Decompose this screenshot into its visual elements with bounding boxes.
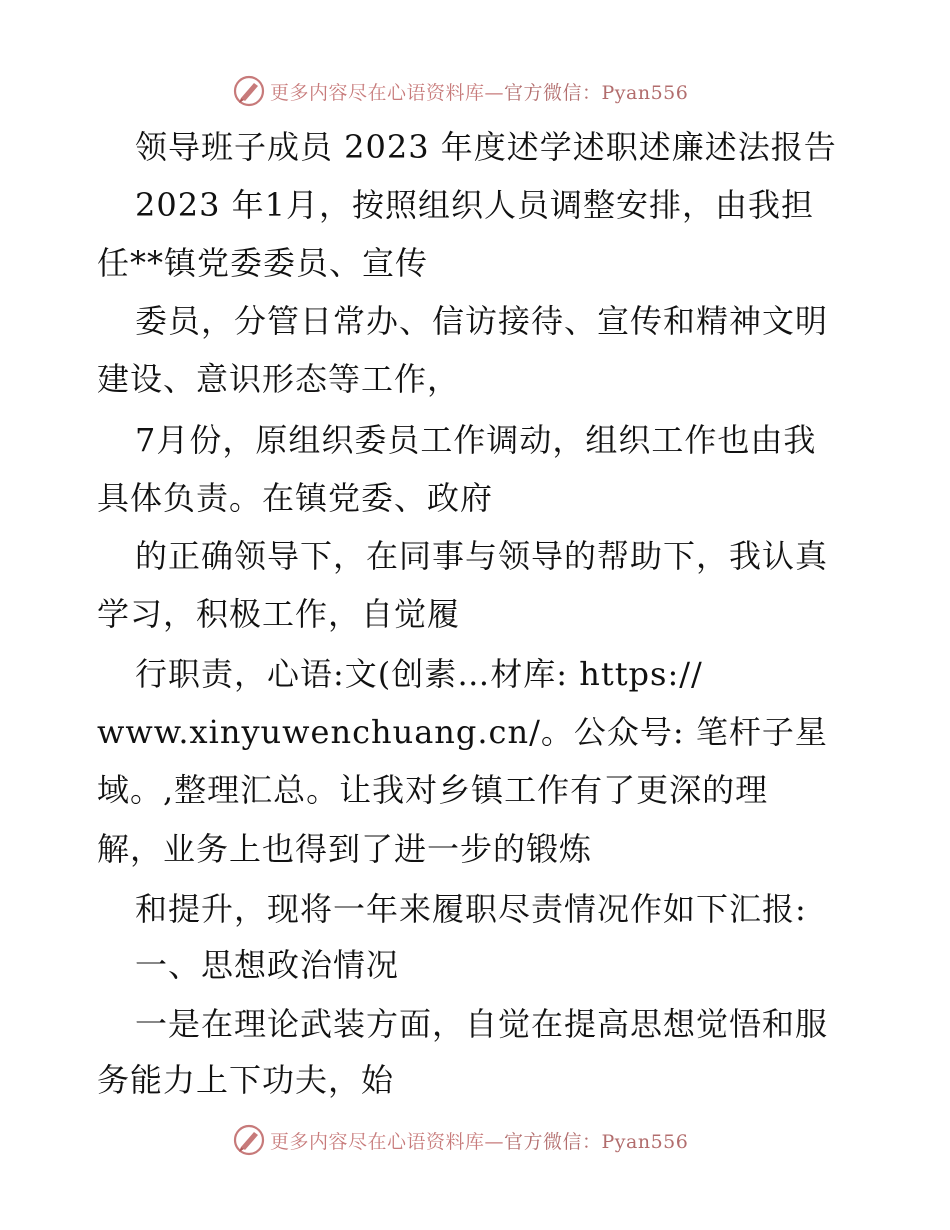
paragraph-line: 任**镇党委委员、宣传 — [97, 244, 429, 282]
paragraph-line: 域。,整理汇总。让我对乡镇工作有了更深的理 — [97, 771, 769, 809]
section-heading: 一、思想政治情况 — [135, 946, 400, 984]
paragraph-line: 解，业务上也得到了进一步的锻炼 — [97, 830, 593, 868]
paragraph-line: 的正确领导下，在同事与领导的帮助下，我认真 — [135, 537, 829, 575]
paragraph-line: 学习，积极工作，自觉履 — [97, 595, 461, 633]
paragraph-line: 行职责，心语:文(创素…材库: https:// — [135, 655, 703, 693]
watermark-text: 更多内容尽在心语资料库—官方微信：Pyan556 — [270, 1130, 689, 1153]
pen-logo-icon — [232, 1123, 266, 1157]
paragraph-line: 委员，分管日常办、信访接待、宣传和精神文明 — [135, 302, 829, 340]
paragraph-line: 7月份，原组织委员工作调动，组织工作也由我 — [135, 421, 817, 459]
paragraph-line: 建设、意识形态等工作， — [97, 360, 461, 398]
watermark-text: 更多内容尽在心语资料库—官方微信：Pyan556 — [270, 81, 689, 104]
pen-logo-icon — [232, 74, 266, 108]
header-watermark — [232, 71, 688, 111]
paragraph-line: 具体负责。在镇党委、政府 — [97, 479, 494, 517]
paragraph-line: 2023 年1月，按照组织人员调整安排，由我担 — [135, 186, 814, 224]
paragraph-line: www.xinyuwenchuang.cn/。公众号: 笔杆子星 — [97, 713, 828, 751]
document-title: 领导班子成员 2023 年度述学述职述廉述法报告 — [135, 128, 837, 166]
paragraph-line: 和提升，现将一年来履职尽责情况作如下汇报: — [135, 890, 807, 928]
footer-watermark — [232, 1120, 688, 1160]
paragraph-line: 一是在理论武装方面，自觉在提高思想觉悟和服 — [135, 1005, 829, 1043]
paragraph-line: 务能力上下功夫，始 — [97, 1061, 395, 1099]
